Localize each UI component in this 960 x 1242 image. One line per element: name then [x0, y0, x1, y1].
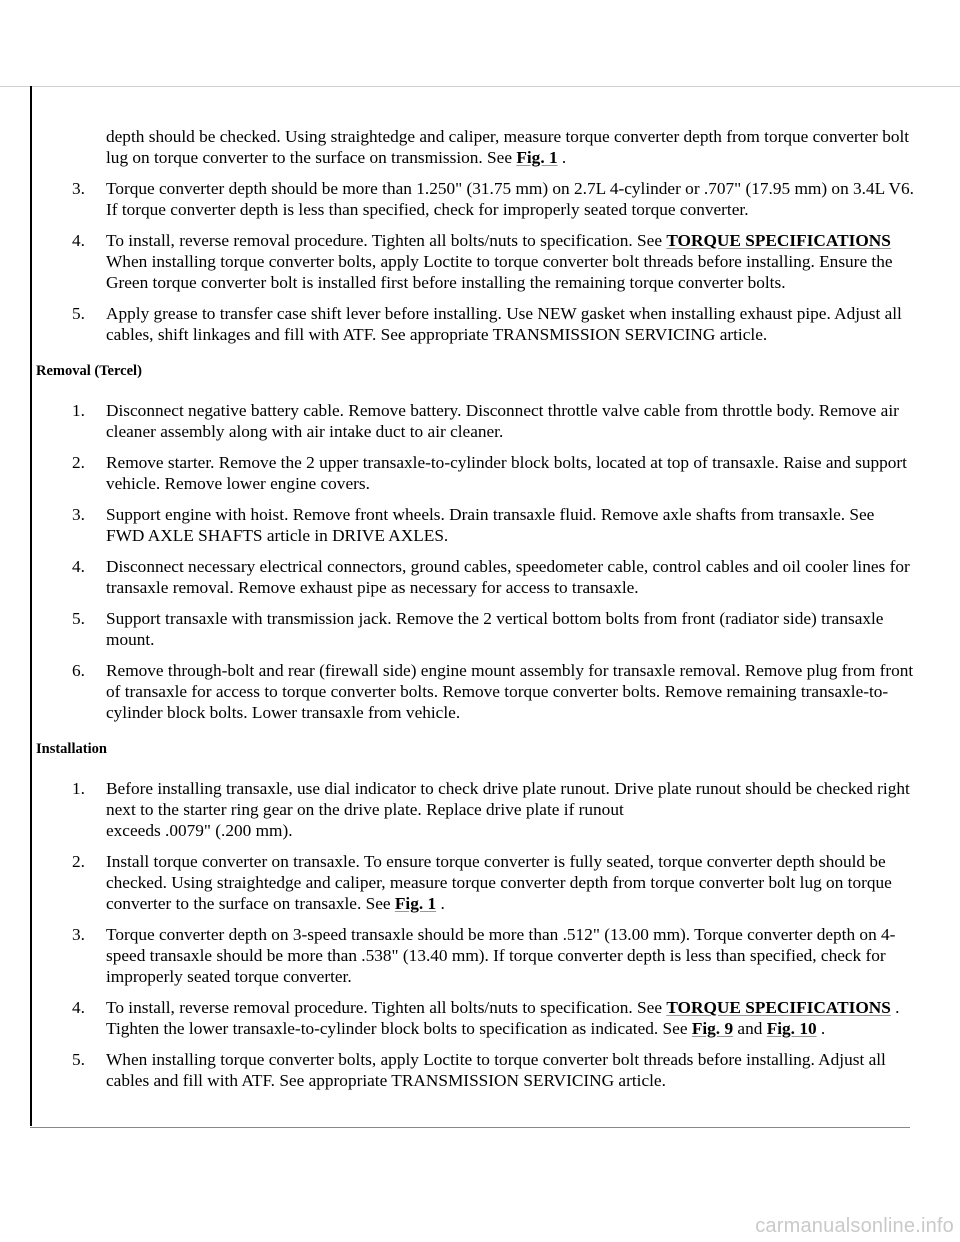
list-item: 5. Support transaxle with transmission jack. Remove the 2 vertical bottom bolts from front (radiator side) transaxle mount. [72, 609, 884, 649]
list-item: 3. Torque converter depth on 3-speed transaxle should be more than .512" (13.00 mm). Torque converter depth on 4-speed transaxle should be more than .538" (13.40 mm). If torque converter depth is less than specified, check for improperly seated torque converter. [72, 925, 896, 986]
list-item: 3. Torque converter depth should be more than 1.250" (31.75 mm) on 2.7L 4-cylinder or .707" (17.95 mm) on 3.4L V6. If torque converter depth is less than specified, check for improperly seated torque converter. [72, 179, 914, 219]
document-body [36, 126, 916, 1101]
fig-9-link[interactable]: Fig. 9 [691, 1019, 734, 1038]
list-item: 4. To install, reverse removal procedure. Tighten all bolts/nuts to specification. See TORQUE SPECIFICATIONS When installing torque converter bolts, apply Loctite to torque converter bolt threads before installing. Ensure the Green torque converter bolt is installed first before installing the remaining torque converter bolts. [72, 231, 893, 292]
list-item: 3. Support engine with hoist. Remove front wheels. Drain transaxle fluid. Remove axle shafts from transaxle. See FWD AXLE SHAFTS article in DRIVE AXLES. [72, 505, 875, 545]
installation-heading: Installation [36, 741, 107, 757]
watermark: carmanualsonline.info [755, 1215, 954, 1237]
list-item: 5. When installing torque converter bolts, apply Loctite to torque converter bolt threads before installing. Adjust all cables and fill with ATF. See appropriate TRANSMISSION SERVICING article. [72, 1050, 886, 1090]
torque-specifications-link[interactable]: TORQUE SPECIFICATIONS [666, 998, 891, 1017]
fig-1-link[interactable]: Fig. 1 [394, 894, 437, 913]
removal-heading: Removal (Tercel) [36, 363, 142, 379]
left-margin-bar [30, 86, 32, 1126]
list-item: 6. Remove through-bolt and rear (firewall side) engine mount assembly for transaxle removal. Remove plug from front of transaxle for access to torque converter bolts. Remove torque converter bolts. Remove remaining transaxle-to-cylinder block bolts. Lower transaxle from vehicle. [72, 661, 914, 722]
list-item: 2. Install torque converter on transaxle. To ensure torque converter is fully seated, torque converter depth should be checked. Using straightedge and caliper, measure torque converter depth from torque converter bolt lug on torque converter to the surface on transaxle. See Fig. 1 . [72, 852, 892, 913]
continuation-paragraph: depth should be checked. Using straightedge and caliper, measure torque converter depth from torque converter bolt lug on torque converter to the surface on transmission. See Fig. 1 . [106, 127, 910, 167]
list-item: 4. Disconnect necessary electrical connectors, ground cables, speedometer cable, control cables and oil cooler lines for transaxle removal. Remove exhaust pipe as necessary for access to transaxle. [72, 557, 910, 597]
fig-1-link[interactable]: Fig. 1 [516, 148, 558, 167]
torque-specifications-link[interactable]: TORQUE SPECIFICATIONS [666, 231, 891, 250]
fig-10-link[interactable]: Fig. 10 [766, 1019, 817, 1038]
top-rule [0, 86, 960, 87]
bottom-rule [30, 1127, 910, 1128]
list-item: 5. Apply grease to transfer case shift lever before installing. Use NEW gasket when installing exhaust pipe. Adjust all cables, shift linkages and fill with ATF. See appropriate TRANSMISSION SERVICING article. [72, 304, 902, 344]
list-item: 2. Remove starter. Remove the 2 upper transaxle-to-cylinder block bolts, located at top of transaxle. Raise and support vehicle. Remove lower engine covers. [72, 453, 907, 493]
list-item: 1. Disconnect negative battery cable. Remove battery. Disconnect throttle valve cable from throttle body. Remove air cleaner assembly along with air intake duct to air cleaner. [72, 401, 899, 441]
list-item: 4. To install, reverse removal procedure. Tighten all bolts/nuts to specification. See TORQUE SPECIFICATIONS . Tighten the lower transaxle-to-cylinder block bolts to specification as indicated. See Fig. 9 and Fig. 10 . [72, 998, 900, 1038]
list-item: 1. Before installing transaxle, use dial indicator to check drive plate runout. Drive plate runout should be checked right next to the starter ring gear on the drive plate. Replace drive plate if runout exceeds .0079" (.200 mm). [72, 779, 910, 840]
